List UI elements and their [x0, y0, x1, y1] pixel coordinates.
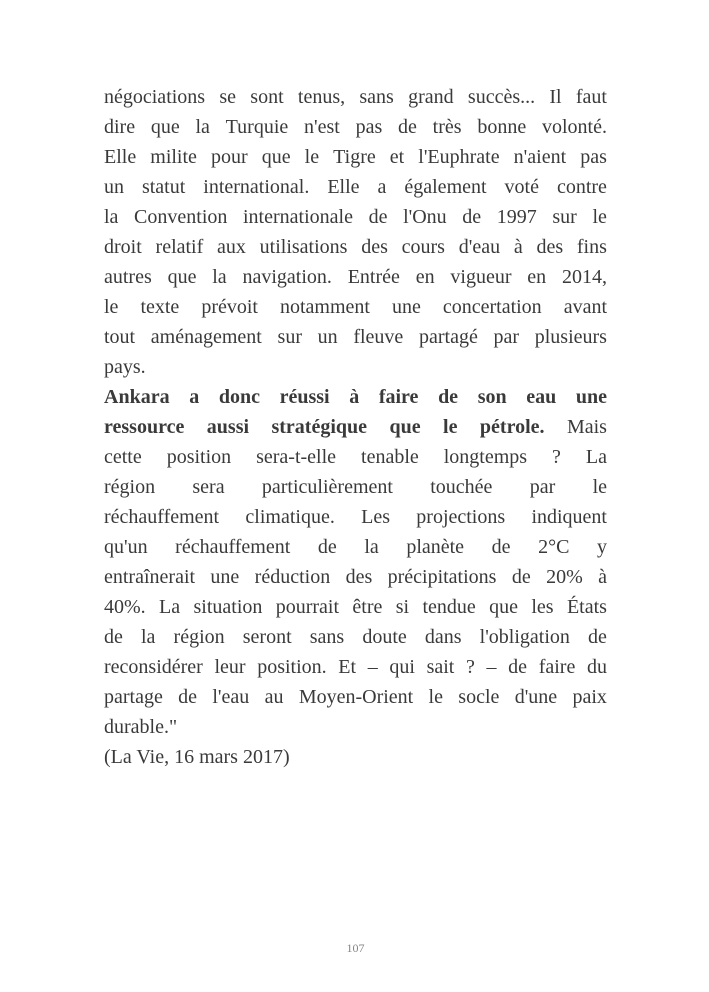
word: le [592, 206, 607, 228]
word: touchée [430, 476, 493, 498]
word: par [493, 326, 520, 348]
word: longtemps [443, 446, 528, 468]
word: Elle [327, 176, 360, 198]
word: sait [426, 656, 455, 678]
text-line [104, 352, 607, 382]
word: planète [406, 536, 465, 558]
word: pas [580, 146, 607, 168]
word: volonté. [541, 116, 607, 138]
word: prévoit [201, 296, 258, 318]
word: les [531, 596, 554, 618]
word: texte [140, 296, 180, 318]
word: succès... [467, 86, 536, 108]
word: que [150, 116, 180, 138]
text-segment: durable." [104, 716, 178, 738]
text-line [104, 382, 607, 412]
bold-word: a [189, 386, 200, 408]
bold-word: une [575, 386, 607, 408]
word: de [368, 206, 388, 228]
text-line [104, 532, 607, 562]
bold-word: à [349, 386, 360, 408]
word: La [159, 596, 181, 618]
word: navigation. [242, 266, 332, 288]
word: relatif [155, 236, 204, 258]
word: – [486, 656, 497, 678]
bold-word: de [438, 386, 459, 408]
word: statut [141, 176, 186, 198]
text-line [104, 442, 607, 472]
word: l'Euphrate [418, 146, 500, 168]
word: 1997 [496, 206, 537, 228]
word: à [513, 236, 523, 258]
word: a [377, 176, 387, 198]
text-segment: pays. [104, 356, 146, 378]
bold-word: eau [526, 386, 557, 408]
bold-word: ressource [104, 416, 185, 438]
word: États [566, 596, 607, 618]
word: projections [416, 506, 506, 528]
word: sans [309, 626, 345, 648]
word: sera [192, 476, 225, 498]
page-number: 107 [346, 941, 365, 955]
word: qu'un [104, 536, 148, 558]
word: bonne [477, 116, 527, 138]
word: grand [408, 86, 454, 108]
word: faire [538, 656, 576, 678]
word: partagé [418, 326, 478, 348]
word: milite [150, 146, 197, 168]
word: l'eau [212, 686, 250, 708]
word: par [529, 476, 556, 498]
word: Et [338, 656, 357, 678]
word: doute [362, 626, 407, 648]
word: réchauffement [104, 506, 220, 528]
word: dire [104, 116, 136, 138]
word: y [596, 536, 607, 558]
word: d'eau [458, 236, 501, 258]
text-line [104, 682, 607, 712]
bold-word: pétrole. [479, 416, 545, 438]
word: réchauffement [175, 536, 291, 558]
word: leur [214, 656, 246, 678]
word: région [104, 476, 156, 498]
word: socle [458, 686, 500, 708]
word: reconsidérer [104, 656, 203, 678]
word: de [104, 626, 123, 648]
word: Turquie [225, 116, 289, 138]
text-line [104, 112, 607, 142]
text-line [104, 652, 607, 682]
word: tout [104, 326, 136, 348]
word: une [210, 566, 240, 588]
word: tendue [422, 596, 476, 618]
bold-word: faire [378, 386, 419, 408]
word: cours [401, 236, 445, 258]
word: seront [242, 626, 292, 648]
bold-word: le [443, 416, 458, 438]
word: d'une [514, 686, 558, 708]
word: Mais [566, 416, 607, 438]
text-line [104, 232, 607, 262]
word: en [527, 266, 547, 288]
word: au [264, 686, 284, 708]
word: Il [549, 86, 562, 108]
word: internationale [243, 206, 353, 228]
word: avant [563, 296, 607, 318]
word: et [389, 146, 405, 168]
text-line [104, 742, 607, 772]
text-line [104, 322, 607, 352]
word: aux [217, 236, 246, 258]
word: Moyen-Orient [298, 686, 414, 708]
word: vigueur [450, 266, 512, 288]
word: international. [203, 176, 310, 198]
word: fins [576, 236, 607, 258]
page-text [104, 82, 607, 772]
word: la [364, 536, 379, 558]
word: la [195, 116, 210, 138]
word: précipitations [387, 566, 497, 588]
word: paix [572, 686, 607, 708]
word: situation [193, 596, 263, 618]
text-line [104, 142, 607, 172]
word: le [304, 146, 320, 168]
word: des [345, 566, 373, 588]
word: sont [250, 86, 284, 108]
word: pour [210, 146, 248, 168]
word: sera-t-elle [256, 446, 337, 468]
word: sans [359, 86, 394, 108]
word: plusieurs [534, 326, 607, 348]
word: de [511, 566, 531, 588]
word: position. [257, 656, 327, 678]
word: autres [104, 266, 152, 288]
word: sur [277, 326, 302, 348]
word: Elle [104, 146, 137, 168]
word: n'aient [513, 146, 567, 168]
word: droit [104, 236, 142, 258]
word: de [398, 116, 417, 138]
word: – [367, 656, 378, 678]
word: de [178, 686, 198, 708]
word: concertation [442, 296, 542, 318]
word: Les [361, 506, 390, 528]
word: également [404, 176, 487, 198]
word: utilisations [259, 236, 348, 258]
word: entraînerait [104, 566, 196, 588]
word: pourrait [275, 596, 340, 618]
bold-word: donc [218, 386, 260, 408]
bold-word: que [389, 416, 421, 438]
word: faut [575, 86, 607, 108]
word: 20% [546, 566, 583, 588]
bold-word: son [477, 386, 507, 408]
word: du [586, 656, 607, 678]
word: la [212, 266, 227, 288]
word: La [585, 446, 607, 468]
word: tenable [361, 446, 419, 468]
word: à [598, 566, 607, 588]
word: aménagement [150, 326, 262, 348]
word: partage [104, 686, 163, 708]
word: sur [552, 206, 577, 228]
word: que [167, 266, 197, 288]
text-line [104, 712, 607, 742]
word: que [489, 596, 519, 618]
word: dans [424, 626, 462, 648]
bold-word: réussi [279, 386, 330, 408]
word: contre [556, 176, 607, 198]
word: particulièrement [261, 476, 393, 498]
word: tenus, [297, 86, 346, 108]
word: Entrée [347, 266, 400, 288]
word: voté [504, 176, 539, 198]
word: l'Onu [403, 206, 447, 228]
word: notamment [279, 296, 370, 318]
word: position [166, 446, 232, 468]
word: de [491, 536, 511, 558]
word: fleuve [353, 326, 404, 348]
word: Tigre [333, 146, 376, 168]
word: des [536, 236, 564, 258]
text-line [104, 82, 607, 112]
bold-word: stratégique [271, 416, 368, 438]
word: n'est [304, 116, 340, 138]
word: si [395, 596, 410, 618]
word: de [508, 656, 528, 678]
bold-word: Ankara [104, 386, 170, 408]
word: ? [465, 656, 475, 678]
word: le [104, 296, 119, 318]
text-line [104, 472, 607, 502]
word: l'obligation [479, 626, 570, 648]
word: le [592, 476, 607, 498]
text-line [104, 502, 607, 532]
word: un [317, 326, 338, 348]
word: indiquent [531, 506, 607, 528]
text-line [104, 202, 607, 232]
word: de [317, 536, 337, 558]
word: climatique. [245, 506, 335, 528]
word: une [391, 296, 421, 318]
word: le [428, 686, 443, 708]
text-line [104, 412, 607, 442]
text-line [104, 622, 607, 652]
text-line [104, 262, 607, 292]
word: région [173, 626, 225, 648]
word: très [432, 116, 462, 138]
word: cette [104, 446, 142, 468]
word: négociations [104, 86, 206, 108]
word: 40%. [104, 596, 146, 618]
word: un [104, 176, 124, 198]
word: des [361, 236, 388, 258]
word: de [462, 206, 482, 228]
word: qui [389, 656, 415, 678]
word: réduction [254, 566, 331, 588]
word: Convention [134, 206, 228, 228]
text-segment: (La Vie, 16 mars 2017) [104, 746, 290, 768]
word: ? [552, 446, 561, 468]
word: la [141, 626, 156, 648]
word: que [261, 146, 291, 168]
bold-word: aussi [206, 416, 250, 438]
word: 2°C [538, 536, 570, 558]
word: être [352, 596, 383, 618]
word: pas [355, 116, 383, 138]
text-line [104, 172, 607, 202]
word: 2014, [561, 266, 607, 288]
word: de [588, 626, 607, 648]
text-line [104, 592, 607, 622]
text-line [104, 292, 607, 322]
word: la [104, 206, 119, 228]
word: en [415, 266, 435, 288]
word: se [219, 86, 237, 108]
text-line [104, 562, 607, 592]
